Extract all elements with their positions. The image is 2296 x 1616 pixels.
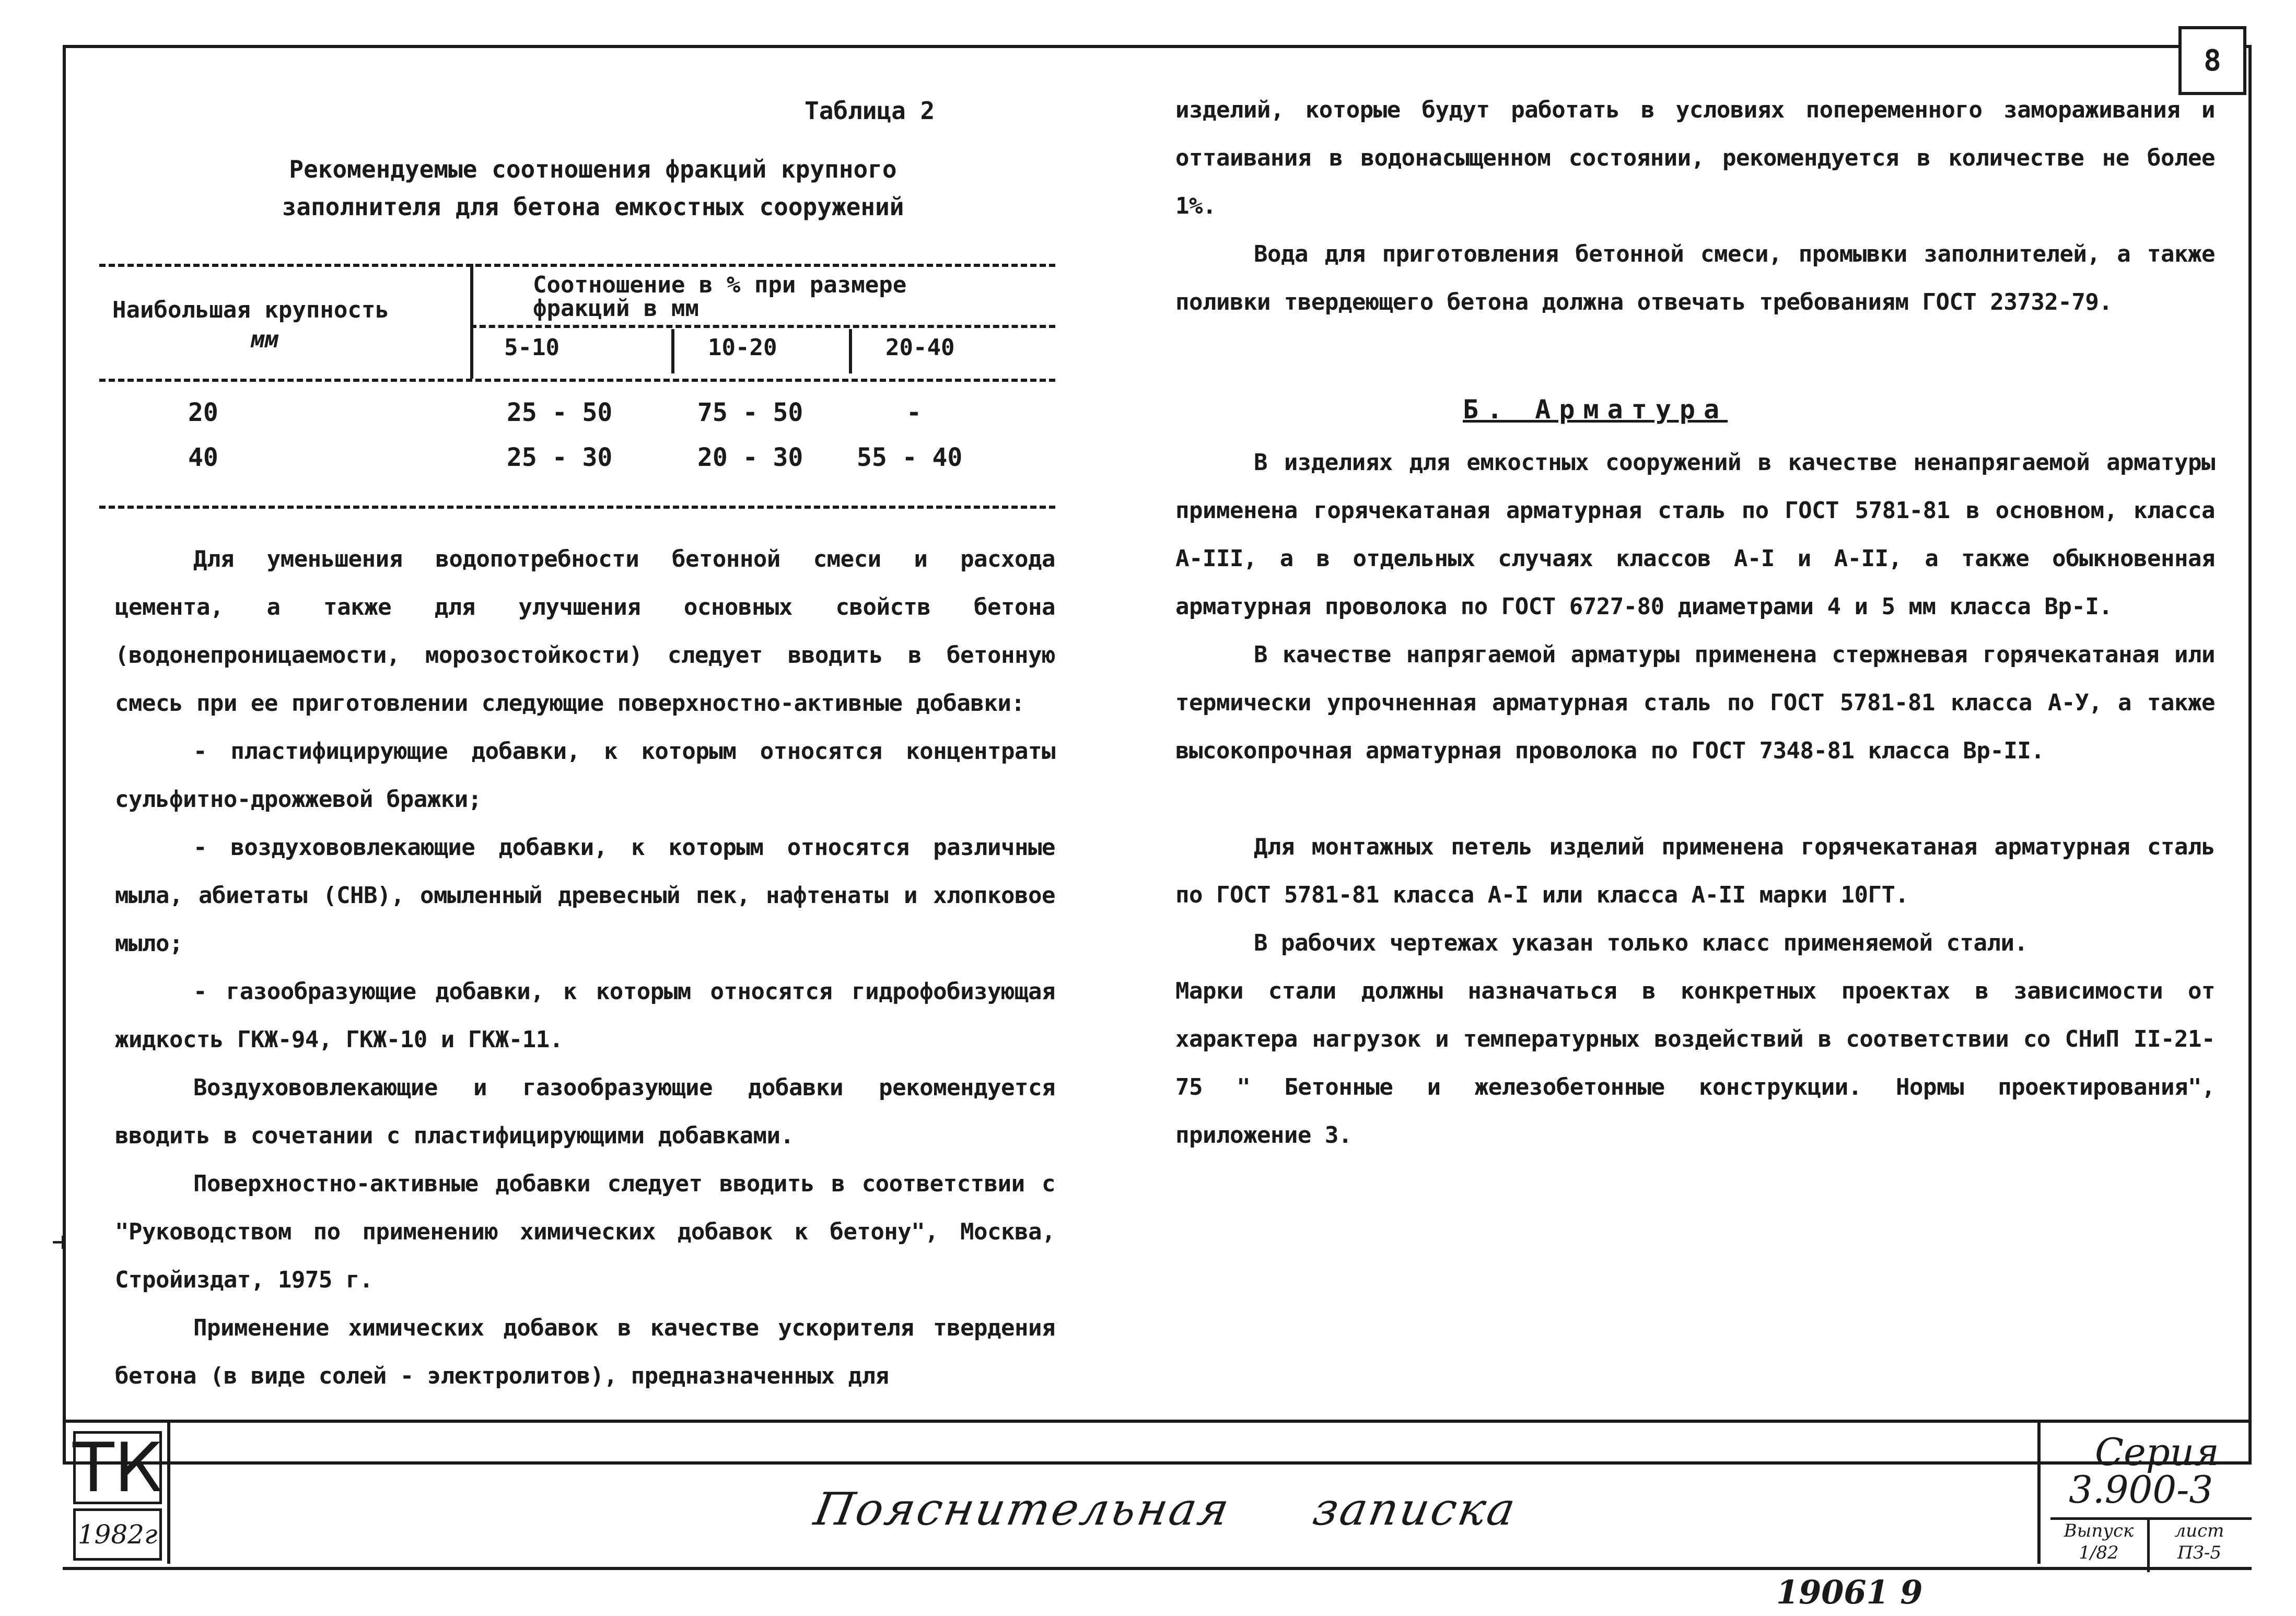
left-paragraph-7: Применение химических добавок в качестве ускорителя твердения бетона (в виде солей - электролитов), предназначенных для [115,1315,1055,1389]
right-paragraph-2: Вода для приготовления бетонной смеси, промывки заполнителей, а также поливки твердеющего бетона должна отвечать требованиям ГОСТ 23732-79. [1175,241,2215,315]
right-paragraph-3: В изделиях для емкостных сооружений в качестве ненапрягаемой арматуры применена горячекатаная арматурная сталь по ГОСТ 5781-81 в основном, класса А-III, а в отдельных случаях классов А-I и А-II, а также обыкновенная арматурная проволока по ГОСТ 6727-80 диаметрами 4 и 5 мм класса Вр-I. [1175,449,2215,620]
left-paragraph-5: Воздухововлекающие и газообразующие добавки рекомендуется вводить в сочетании с пластифицирующими добавками. [115,1074,1055,1149]
issue-cell [2050,1520,2150,1572]
table-title-line2: заполнителя для бетона емкостных сооружений [282,193,904,221]
sheet-cell [2150,1520,2249,1572]
sheet-label: лист [2174,1520,2224,1541]
series-label: Серия [2095,1430,2219,1474]
table-top-rule [99,264,1055,267]
left-paragraph-3: - воздухововлекающие добавки, к которым относятся различные мыла, абиетаты (СНВ), омыленный древесный пек, нафтенаты и хлопковое мыло; [115,834,1055,957]
table-col-divider [470,264,473,379]
table-row2-v1: 25 - 30 [507,443,613,472]
right-paragraph-6: В рабочих чертежах указан только класс применяемой стали. [1254,930,2028,956]
section-heading: Б. Арматура [1463,394,1728,425]
table-header-size: Наибольшая крупность [112,297,389,323]
table-row1-v3: - [906,398,922,427]
right-paragraph-1: изделий, которые будут работать в условиях попеременного замораживания и оттаивания в водонасыщенном состоянии, рекомендуется в количестве не более 1%. [1175,97,2215,219]
table-caption: Таблица 2 [805,97,935,125]
issue-label: Выпуск [2064,1520,2134,1541]
sheet-number: 8 [2178,26,2246,95]
left-paragraph-4: - газообразующие добавки, к которым относятся гидрофобизующая жидкость ГКЖ-94, ГКЖ-10 и ГКЖ-11. [115,978,1055,1053]
table-title [246,150,940,226]
table-row1-size: 20 [188,398,218,427]
sheet-value: ПЗ-5 [2177,1542,2221,1563]
table-row2-v3: 55 - 40 [857,443,963,472]
table-subheader-1: 5-10 [504,334,560,361]
table-header-group: Соотношение в % при размере [533,272,907,298]
issue-value: 1/82 [2079,1542,2119,1563]
org-mark: ТК [73,1428,162,1507]
table-subheader-3: 20-40 [885,334,955,361]
title-block-top-rule [66,1420,2248,1423]
right-paragraph-7: Марки стали должны назначаться в конкретных проектах в зависимости от характера нагрузок и температурных воздействий в соответствии со СНиП II-21-75 " Бетонные и железобетонные конструкции. Нормы проектирования", приложение 3. [1175,978,2215,1149]
left-paragraph-2: - пластифицирующие добавки, к которым относятся концентраты сульфитно-дрожжевой бражки; [115,738,1055,813]
table-subheader-2: 10-20 [708,334,777,361]
table-subcol-divider-1 [671,329,674,373]
table-bottom-rule [99,506,1055,509]
table-row2-v2: 20 - 30 [697,443,803,472]
year: 1982г [73,1508,162,1561]
table-header-bottom-rule [99,379,1055,382]
title-block-divider-right [2037,1423,2041,1564]
archive-number: 19061 9 [1776,1573,1923,1611]
title-block-divider-left [167,1423,170,1564]
right-paragraph-4: В качестве напрягаемой арматуры применена стержневая горячекатаная или термически упрочненная арматурная сталь по ГОСТ 5781-81 класса А-У, а также высокопрочная арматурная проволока по ГОСТ 7348-81 класса Вр-II. [1175,641,2215,764]
table-header-unit: мм [251,326,278,353]
left-paragraph-1: Для уменьшения водопотребности бетонной смеси и расхода цемента, а также для улучшения основных свойств бетона (водонепроницаемости, морозостойкости) следует вводить в бетонную смесь при ее приготовлении следующие поверхностно-активные добавки: [115,546,1055,717]
margin-tick: ⊣ [52,1230,65,1254]
table-header-group-unit: фракций в мм [533,295,699,322]
table-subcol-divider-2 [849,329,852,373]
table-title-line1: Рекомендуемые соотношения фракций крупного [289,155,897,183]
right-paragraph-5: Для монтажных петель изделий применена горячекатаная арматурная сталь по ГОСТ 5781-81 класса А-I или класса А-II марки 10ГТ. [1175,834,2215,908]
left-paragraph-6: Поверхностно-активные добавки следует вводить в соответствии с "Руководством по применению химических добавок к бетону", Москва, Стройиздат, 1975 г. [115,1170,1055,1293]
table-row1-v2: 75 - 50 [697,398,803,427]
table-header-rule [470,325,1055,328]
frame-bottom-rule [63,1567,2252,1570]
table-row2-size: 40 [188,443,218,472]
document-title-word2: записка [1309,1483,1521,1536]
document-title-word1: Пояснительная [810,1483,1235,1536]
table-row1-v1: 25 - 50 [507,398,613,427]
series-code: 3.900-3 [2069,1468,2213,1512]
stamp-grid [2050,1517,2252,1572]
document-title [810,1483,1604,1536]
